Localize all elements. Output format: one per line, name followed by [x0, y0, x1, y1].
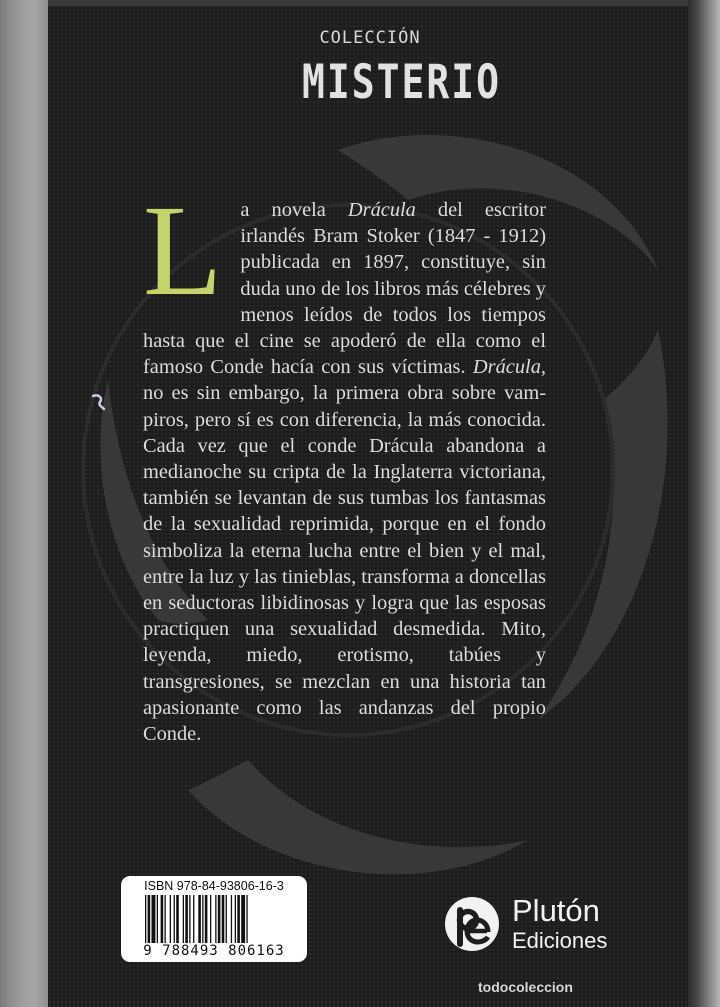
isbn-barcode-panel — [121, 876, 307, 962]
publisher-name: Plutón — [512, 893, 600, 928]
watermark-text: todocoleccion — [478, 979, 573, 995]
synopsis-lead: a novela — [240, 199, 348, 221]
barcode-icon — [143, 895, 285, 943]
publisher-subtitle: Ediciones — [512, 928, 608, 953]
book-page-edge — [688, 0, 720, 1007]
speck-mark-icon — [90, 392, 106, 412]
book-title-italic-2: Drácula — [472, 356, 541, 379]
book-title-italic: Drácula — [347, 199, 416, 221]
synopsis-text — [143, 179, 546, 747]
collection-name: MISTERIO — [302, 54, 502, 109]
synopsis-part-1: del escritor irlandés Bram Stoker (1847 - 1912) publicada en 1897, constituye, sin duda uno de los libros más célebres y menos leídos de todos los tiempos hasta que el cine se apoderó de ella como el famoso Conde hacía con sus víctimas. — [143, 199, 546, 379]
drop-cap-letter: L — [143, 179, 223, 323]
barcode-digits: 9 788493 806163 — [143, 943, 285, 959]
collection-label: COLECCIÓN — [319, 28, 421, 48]
isbn-number: ISBN 978-84-93806-16-3 — [144, 879, 284, 893]
synopsis-part-2: , no es sin embargo, la primera obra sobre vampiros, pero sí es con diferencia, la más conocida. Cada vez que el conde Drácula abandona a medianoche su cripta de la Inglaterra victoriana, también se levantan de sus tumbas los fantasmas de la sexualidad reprimida, porque en el fondo simboliza la eterna lucha entre el bien y el mal, entre la luz y las tinieblas, transforma a doncellas en seductoras libidinosas y logra que las esposas practiquen una sexualidad desmedida. Mito, leyenda, miedo, erotismo, tabúes y transgresiones, se mezclan en una historia tan apasionante como las andanzas del propio Conde. — [143, 356, 546, 746]
book-spine-edge — [0, 0, 48, 1007]
pluton-pe-logo-icon — [444, 896, 500, 952]
